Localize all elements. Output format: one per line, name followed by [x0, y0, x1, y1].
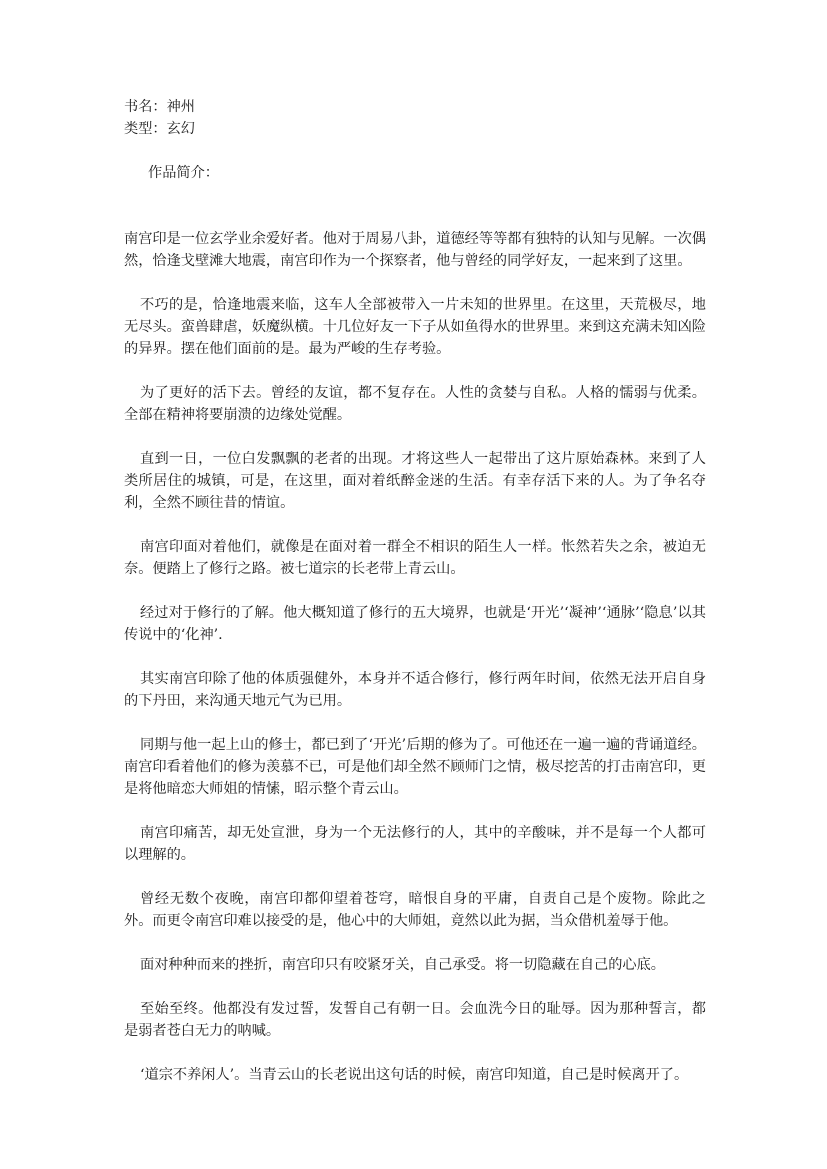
synopsis-paragraph: 经过对于修行的了解。他大概知道了修行的五大境界，也就是‘开光’‘凝神’‘通脉’‘隐息’以其传说中的‘化神’. — [124, 605, 706, 643]
synopsis-paragraph: 其实南宫印除了他的体质强健外，本身并不适合修行，修行两年时间，依然无法开启自身的下丹田，来沟通天地元气为已用。 — [124, 671, 706, 709]
synopsis-paragraph: 南宫印面对着他们，就像是在面对着一群全不相识的陌生人一样。怅然若失之余，被迫无奈。便踏上了修行之路。被七道宗的长老带上青云山。 — [124, 539, 706, 577]
synopsis-paragraph: 直到一日，一位白发飘飘的老者的出现。才将这些人一起带出了这片原始森林。来到了人类所居住的城镇，可是，在这里，面对着纸醉金迷的生活。有幸存活下来的人。为了争名夺利，全然不顾往昔的情谊。 — [124, 451, 706, 511]
book-genre-line: 类型：玄幻 — [124, 121, 195, 137]
synopsis-paragraph: 同期与他一起上山的修士，都已到了‘开光’后期的修为了。可他还在一遍一遍的背诵道经。南宫印看着他们的修为羡慕不已，可是他们却全然不顾师门之情，极尽挖苦的打击南宫印，更是将他暗恋大师姐的情愫，昭示整个青云山。 — [124, 737, 706, 797]
synopsis-paragraph: 至始至终。他都没有发过誓，发誓自己有朝一日。会血洗今日的耻辱。因为那种誓言，都是弱者苍白无力的呐喊。 — [124, 1001, 706, 1039]
synopsis-paragraph: 面对种种而来的挫折，南宫印只有咬紧牙关，自己承受。将一切隐藏在自己的心底。 — [140, 957, 665, 973]
synopsis-heading: 作品简介： — [148, 165, 219, 181]
document-body — [124, 96, 706, 1086]
synopsis-paragraph: ‘道宗不养闲人’。当青云山的长老说出这句话的时候，南宫印知道，自己是时候离开了。 — [140, 1067, 689, 1083]
synopsis-paragraph: 南宫印痛苦，却无处宣泄，身为一个无法修行的人，其中的辛酸味，并不是每一个人都可以理解的。 — [124, 825, 706, 863]
synopsis-paragraph: 为了更好的活下去。曾经的友谊，都不复存在。人性的贪婪与自私。人格的懦弱与优柔。全部在精神将要崩溃的边缘处觉醒。 — [124, 385, 706, 423]
synopsis-paragraph: 南宫印是一位玄学业余爱好者。他对于周易八卦，道德经等等都有独特的认知与见解。一次偶然，恰逢戈壁滩大地震，南宫印作为一个探察者，他与曾经的同学好友，一起来到了这里。 — [124, 231, 706, 269]
synopsis-paragraph: 曾经无数个夜晚，南宫印都仰望着苍穹，暗恨自身的平庸，自责自己是个废物。除此之外。而更令南宫印难以接受的是，他心中的大师姐，竟然以此为据，当众借机羞辱于他。 — [124, 891, 706, 929]
book-title-line: 书名：神州 — [124, 99, 195, 115]
synopsis-paragraph: 不巧的是，恰逢地震来临，这车人全部被带入一片未知的世界里。在这里，天荒极尽，地无尽头。蛮兽肆虐，妖魔纵横。十几位好友一下子从如鱼得水的世界里。来到这充满未知凶险的异界。摆在他们面前的是。最为严峻的生存考验。 — [124, 297, 706, 357]
